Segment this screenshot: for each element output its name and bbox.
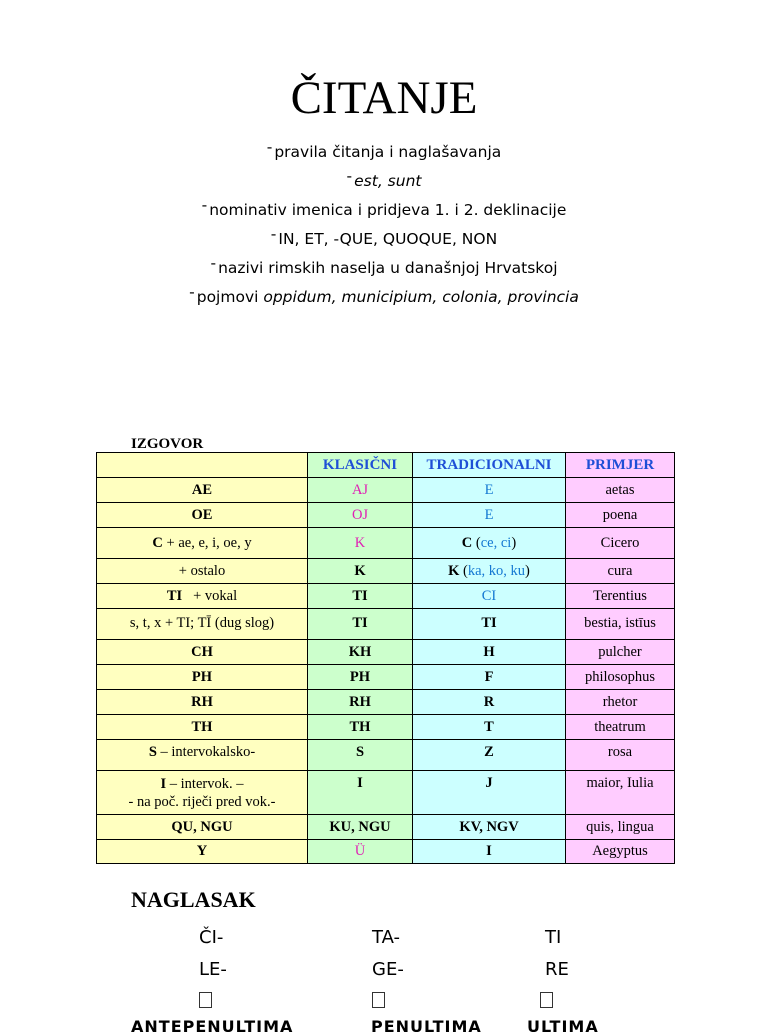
topic-list xyxy=(0,140,768,314)
table-row: Y Ü I Aegyptus xyxy=(97,840,675,864)
page-title: ČITANJE xyxy=(290,72,478,124)
topic-item: - est, sunt xyxy=(346,167,422,190)
topic-item: - nominativ imenica i pridjeva 1. i 2. deklinacije xyxy=(201,196,567,219)
topic-item: - pravila čitanja i naglašavanja xyxy=(266,138,502,161)
table-row: C + ae, e, i, oe, y K C (ce, ci) Cicero xyxy=(97,528,675,559)
syllable: TA- xyxy=(372,927,401,948)
table-row: s, t, x + TI; TĪ (dug slog) TI TI bestia, istīus xyxy=(97,609,675,640)
table-row: + ostalo K K (ka, ko, ku) cura xyxy=(97,559,675,584)
table-row: RH RH R rhetor xyxy=(97,690,675,715)
syllable-term: PENULTIMA xyxy=(371,1017,482,1036)
table-header-row xyxy=(97,453,675,478)
table-row: OE OJ E poena xyxy=(97,503,675,528)
topic-item: - pojmovi oppidum, municipium, colonia, provincia xyxy=(189,283,579,306)
table-row: TI + vokal TI CI Terentius xyxy=(97,584,675,609)
table-row: TH TH T theatrum xyxy=(97,715,675,740)
pronunciation-table xyxy=(96,452,675,864)
syllable: GE- xyxy=(372,959,404,980)
header-cell: TRADICIONALNI xyxy=(413,453,566,478)
table-row: AE AJ E aetas xyxy=(97,478,675,503)
section-heading: NAGLASAK xyxy=(131,887,256,912)
syllable: ČI- xyxy=(199,927,224,948)
syllable: TI xyxy=(545,927,562,948)
topic-item: - IN, ET, -QUE, QUOQUE, NON xyxy=(270,225,498,248)
header-cell xyxy=(97,453,308,478)
table-row: QU, NGU KU, NGU KV, NGV quis, lingua xyxy=(97,815,675,840)
table-caption: IZGOVOR xyxy=(131,436,204,452)
syllable: LE- xyxy=(199,959,227,980)
arrow-down-icon xyxy=(540,992,553,1008)
header-cell: PRIMJER xyxy=(566,453,675,478)
syllable-term: ULTIMA xyxy=(527,1017,599,1036)
arrow-down-icon xyxy=(372,992,385,1008)
syllable: RE xyxy=(545,959,569,980)
topic-item: - nazivi rimskih naselja u današnjoj Hrvatskoj xyxy=(210,254,558,277)
arrow-down-icon xyxy=(199,992,212,1008)
table-row: CH KH H pulcher xyxy=(97,640,675,665)
syllable-term: ANTEPENULTIMA xyxy=(131,1017,294,1036)
header-cell: KLASIČNI xyxy=(308,453,413,478)
table-row: S – intervokalsko- S Z rosa xyxy=(97,740,675,771)
table-row: PH PH F philosophus xyxy=(97,665,675,690)
table-row: I – intervok. – - na poč. riječi pred vok.- I J maior, Iulia xyxy=(97,771,675,815)
